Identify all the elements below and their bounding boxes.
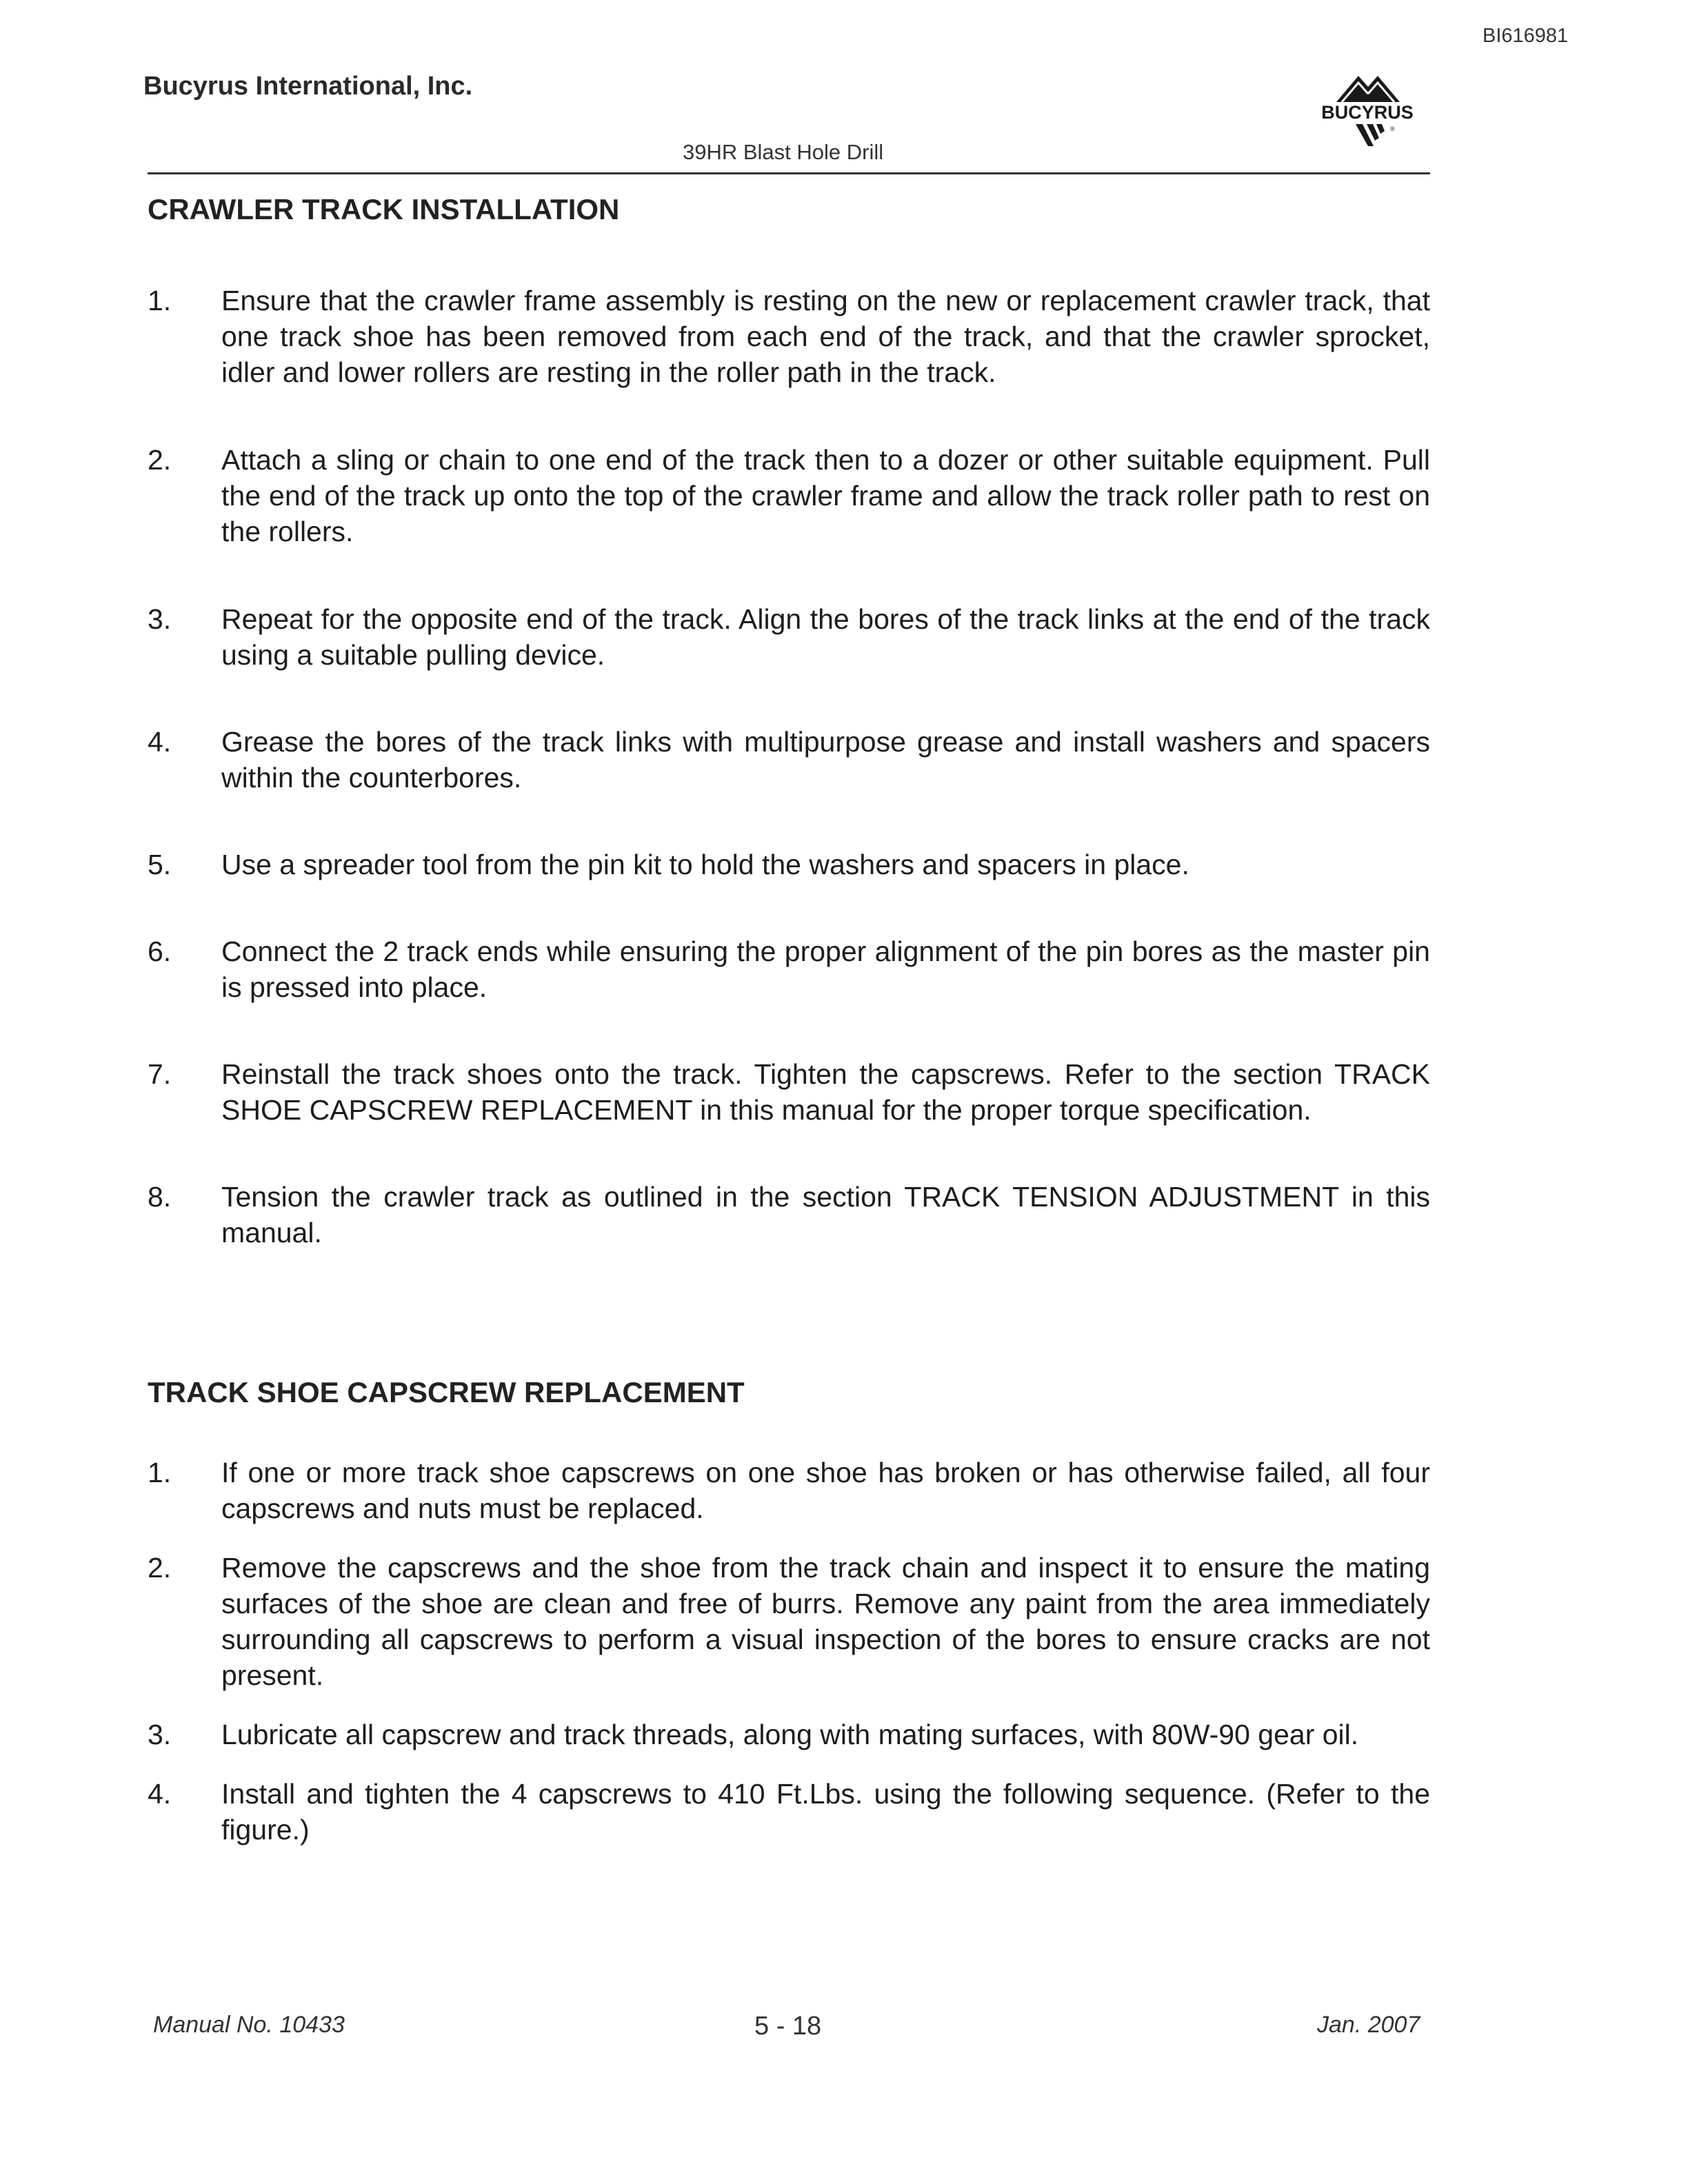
page-number: 5 - 18 [754,2012,822,2041]
list-item [148,724,1430,796]
svg-text:®: ® [1390,125,1395,132]
list-item [148,1776,1430,1848]
company-name: Bucyrus International, Inc. [143,72,473,101]
step-text: Install and tighten the 4 capscrews to 410 Ft.Lbs. using the following sequence. (Refer to the figure.) [221,1778,1430,1846]
list-item [148,1179,1430,1251]
step-number: 3. [148,603,172,635]
publication-date: Jan. 2007 [1317,2012,1420,2038]
step-text: Grease the bores of the track links with multipurpose grease and install washers and spacers within the counterbores. [221,726,1430,793]
list-item [148,601,1430,673]
step-text: Use a spreader tool from the pin kit to hold the washers and spacers in place. [221,849,1189,880]
section-title-crawler-track-installation: CRAWLER TRACK INSTALLATION [148,193,620,225]
logo-text: BUCYRUS [1321,102,1414,123]
step-number: 8. [148,1181,172,1213]
list-item [148,1056,1430,1128]
step-number: 4. [148,726,172,758]
list-item [148,442,1430,549]
list-item [148,1455,1430,1526]
step-text: Connect the 2 track ends while ensuring the proper alignment of the pin bores as the master pin is pressed into place. [221,936,1430,1003]
step-text: Ensure that the crawler frame assembly is resting on the new or replacement crawler track, that one track shoe has been removed from each end of the track, and that the crawler sprocket, idler and lower rollers are resting in the roller path in the track. [221,285,1430,388]
step-text: Remove the capscrews and the shoe from the track chain and inspect it to ensure the mating surfaces of the shoe are clean and free of burrs. Remove any paint from the area immediately surrounding all capscrews to perform a visual inspection of the bores to ensure cracks are not present. [221,1552,1430,1691]
list-item [148,847,1430,882]
step-number: 2. [148,1552,172,1584]
step-number: 6. [148,936,172,967]
section-title-track-shoe-capscrew-replacement: TRACK SHOE CAPSCREW REPLACEMENT [148,1376,745,1408]
step-text: Lubricate all capscrew and track threads, along with mating surfaces, with 80W-90 gear oil. [221,1719,1359,1750]
step-text: Reinstall the track shoes onto the track. Tighten the capscrews. Refer to the section TRACK SHOE CAPSCREW REPLACEMENT in this manual for the proper torque specification. [221,1058,1430,1126]
step-number: 5. [148,849,172,880]
bucyrus-logo [1302,72,1433,152]
list-item [148,1717,1430,1752]
step-text: If one or more track shoe capscrews on one shoe has broken or has otherwise failed, all four capscrews and nuts must be replaced. [221,1457,1430,1524]
step-number: 1. [148,1457,172,1488]
list-item [148,933,1430,1005]
manual-number: Manual No. 10433 [153,2012,345,2038]
header-divider [148,172,1430,174]
list-item [148,1550,1430,1693]
step-number: 7. [148,1058,172,1090]
step-number: 3. [148,1719,172,1750]
step-number: 2. [148,444,172,476]
bucyrus-logo-icon [1302,72,1433,152]
document-subtitle: 39HR Blast Hole Drill [683,140,884,164]
step-number: 1. [148,285,172,316]
list-item [148,283,1430,390]
step-text: Repeat for the opposite end of the track. Align the bores of the track links at the end of the track using a suitable pulling device. [221,603,1430,671]
document-id: BI616981 [1483,25,1569,47]
step-number: 4. [148,1778,172,1810]
step-text: Tension the crawler track as outlined in the section TRACK TENSION ADJUSTMENT in this manual. [221,1181,1430,1248]
step-text: Attach a sling or chain to one end of the track then to a dozer or other suitable equipment. Pull the end of the track up onto the top of the crawler frame and allow the track roller path to rest on the rollers. [221,444,1430,547]
